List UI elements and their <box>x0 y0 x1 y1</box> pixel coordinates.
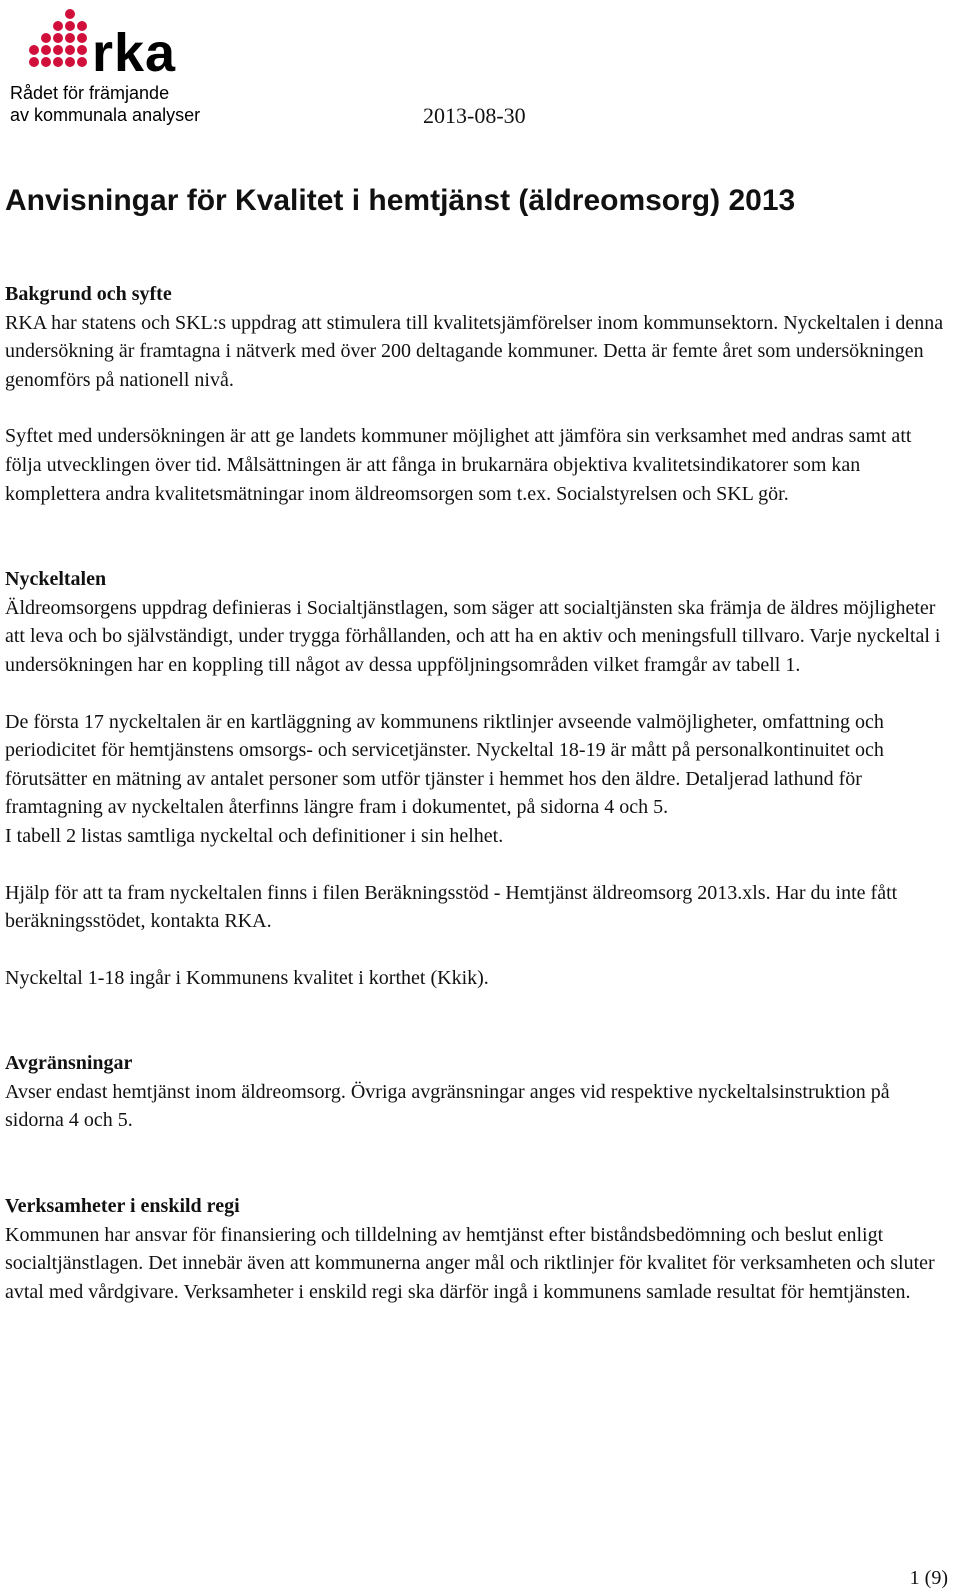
document-title: Anvisningar för Kvalitet i hemtjänst (äldreomsorg) 2013 <box>5 184 796 217</box>
document-date: 2013-08-30 <box>423 103 526 128</box>
section-heading-avgransningar: Avgränsningar <box>5 1052 133 1075</box>
paragraph: RKA har statens och SKL:s uppdrag att stimulera till kvalitetsjämförelser inom kommunsektorn. Nyckeltalen i denna undersökning är framtagna i nätverk med över 200 deltagande kommuner. Detta är femte året som undersökningen genomförs på nationell nivå. <box>5 311 944 391</box>
page-number: 1 (9) <box>909 1567 948 1589</box>
rka-logo <box>10 8 230 128</box>
logo-dot <box>29 45 39 55</box>
logo-dot <box>53 33 63 43</box>
logo-dot <box>41 45 51 55</box>
logo-dot <box>65 21 75 31</box>
paragraph: Avser endast hemtjänst inom äldreomsorg. Övriga avgränsningar anges vid respektive nyckeltalsinstruktion på sidorna 4 och 5. <box>5 1080 890 1132</box>
section-heading-bakgrund: Bakgrund och syfte <box>5 283 172 305</box>
logo-dot <box>65 57 75 67</box>
paragraph: I tabell 2 listas samtliga nyckeltal och definitioner i sin helhet. <box>5 824 504 847</box>
paragraph: Äldreomsorgens uppdrag definieras i Socialtjänstlagen, som säger att socialtjänsten ska främja de äldres möjligheter att leva och bo självständigt, under trygga förhållanden, och att ha en aktiv och meningsfull tillvaro. Varje nyckeltal i undersökningen har en koppling till något av dessa uppföljningsområden vilket framgår av tabell 1. <box>5 596 941 676</box>
logo-dot <box>53 57 63 67</box>
logo-dot <box>77 45 87 55</box>
document-body <box>5 280 953 1306</box>
logo-tagline-line2: av kommunala analyser <box>10 105 201 125</box>
logo-dot <box>41 33 51 43</box>
logo-dot <box>41 57 51 67</box>
logo-dot <box>77 57 87 67</box>
paragraph: Hjälp för att ta fram nyckeltalen finns i filen Beräkningsstöd - Hemtjänst äldreomsorg 2013.xls. Har du inte fått beräkningsstödet, kontakta RKA. <box>5 881 898 933</box>
dot-grid-icon <box>28 8 90 70</box>
logo-dot <box>77 33 87 43</box>
section-heading-enskild-regi: Verksamheter i enskild regi <box>5 1195 240 1218</box>
logo-dot <box>53 45 63 55</box>
logo-dot <box>53 21 63 31</box>
logo-dot <box>77 21 87 31</box>
paragraph: Syftet med undersökningen är att ge landets kommuner möjlighet att jämföra sin verksamhet med andras samt att följa utvecklingen över tid. Målsättningen är att fånga in brukarnära objektiva kvalitetsindikatorer som kan komplettera andra kvalitetsmätningar inom äldreomsorgen som t.ex. Socialstyrelsen och SKL gör. <box>5 425 912 505</box>
logo-dot <box>65 45 75 55</box>
logo-dot <box>29 57 39 67</box>
paragraph: Kommunen har ansvar för finansiering och tilldelning av hemtjänst efter biståndsbedömning och beslut enligt socialtjänstlagen. Det innebär även att kommunerna anger mål och riktlinjer för kvalitet för verksamheten och sluter avtal med vårdgivare. Verksamheter i enskild regi ska därför ingå i kommunens samlade resultat för hemtjänsten. <box>5 1223 935 1303</box>
logo-tagline-line1: Rådet för främjande <box>10 83 170 103</box>
paragraph: De första 17 nyckeltalen är en kartläggning av kommunens riktlinjer avseende valmöjligheter, omfattning och periodicitet för hemtjänstens omsorgs- och servicetjänster. Nyckeltal 18-19 är mått på personalkontinuitet och förutsätter en mätning av antalet personer som utför tjänster i hemmet hos den äldre. Detaljerad lathund för framtagning av nyckeltalen återfinns längre fram i dokumentet, på sidorna 4 och 5. <box>5 710 884 819</box>
logo-dot <box>65 9 75 19</box>
paragraph: Nyckeltal 1-18 ingår i Kommunens kvalitet i korthet (Kkik). <box>5 966 489 989</box>
section-heading-nyckeltalen: Nyckeltalen <box>5 568 107 591</box>
logo-wordmark: rka <box>92 23 177 83</box>
logo-dot <box>65 33 75 43</box>
